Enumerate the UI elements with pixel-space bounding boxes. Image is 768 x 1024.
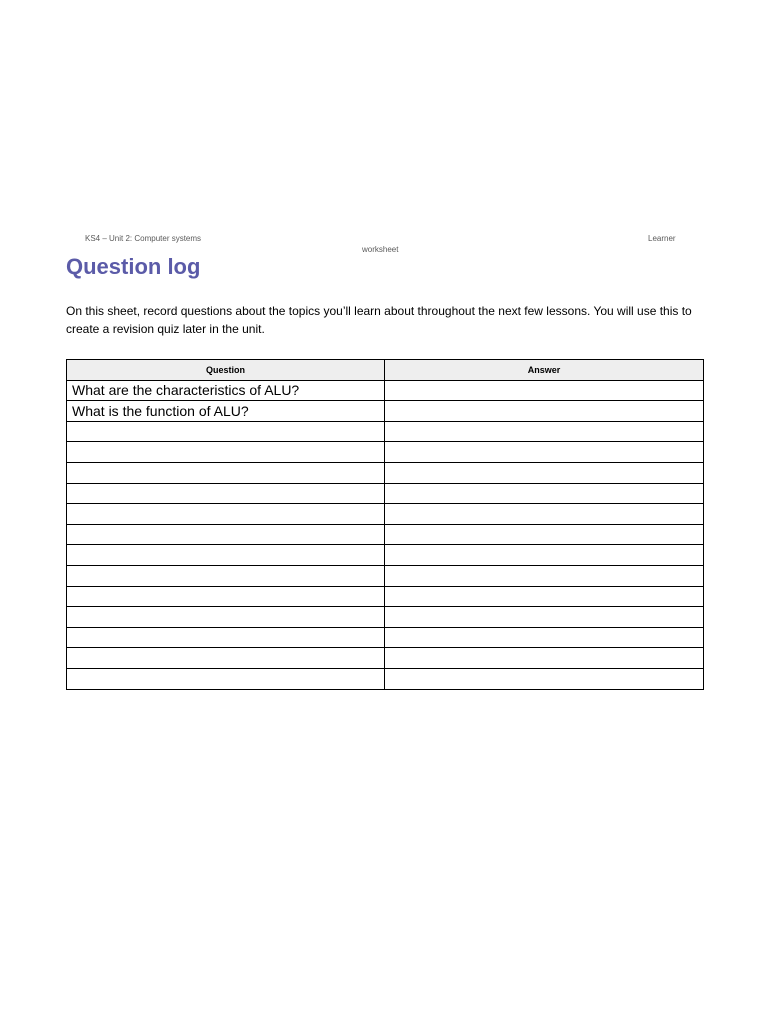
answer-cell[interactable] [385,421,704,442]
table-row [67,627,704,648]
answer-cell[interactable] [385,565,704,586]
question-cell[interactable] [67,504,385,525]
question-cell[interactable] [67,668,385,689]
column-header-question: Question [67,360,385,381]
answer-cell[interactable] [385,504,704,525]
answer-cell[interactable] [385,586,704,607]
question-log-table [66,359,704,690]
question-cell[interactable] [67,648,385,669]
page-title: Question log [66,254,201,279]
answer-cell[interactable] [385,524,704,545]
answer-cell[interactable] [385,462,704,483]
question-cell[interactable] [67,565,385,586]
question-cell[interactable] [67,627,385,648]
table-header-row [67,360,704,381]
question-cell[interactable]: What is the function of ALU? [67,401,385,422]
answer-cell[interactable] [385,607,704,628]
answer-cell[interactable] [385,668,704,689]
table-row [67,442,704,463]
table-row [67,586,704,607]
answer-cell[interactable] [385,483,704,504]
question-cell[interactable] [67,421,385,442]
table-row [67,648,704,669]
table-row [67,504,704,525]
table-row [67,565,704,586]
answer-cell[interactable] [385,401,704,422]
question-cell[interactable] [67,545,385,566]
question-cell[interactable] [67,462,385,483]
answer-cell[interactable] [385,627,704,648]
question-cell[interactable] [67,586,385,607]
question-cell[interactable] [67,483,385,504]
question-cell[interactable] [67,524,385,545]
answer-cell[interactable] [385,545,704,566]
table-row [67,462,704,483]
table-row [67,524,704,545]
intro-text: On this sheet, record questions about the topics you’ll learn about throughout the next few lessons. You will use this to create a revision quiz later in the unit. [66,304,692,336]
table-row [67,380,704,401]
answer-cell[interactable] [385,442,704,463]
table-row [67,668,704,689]
question-cell[interactable] [67,442,385,463]
header-unit-label: KS4 – Unit 2: Computer systems [85,234,202,243]
header-worksheet-label: Learner [648,234,676,243]
answer-cell[interactable] [385,380,704,401]
table-row [67,401,704,422]
table-row [67,421,704,442]
answer-cell[interactable] [385,648,704,669]
question-cell[interactable] [67,607,385,628]
table-row [67,607,704,628]
table-row [67,483,704,504]
header-worksheet-sub: worksheet [362,245,399,254]
table-row [67,545,704,566]
table-body [67,380,704,689]
column-header-answer: Answer [385,360,704,381]
question-cell[interactable]: What are the characteristics of ALU? [67,380,385,401]
